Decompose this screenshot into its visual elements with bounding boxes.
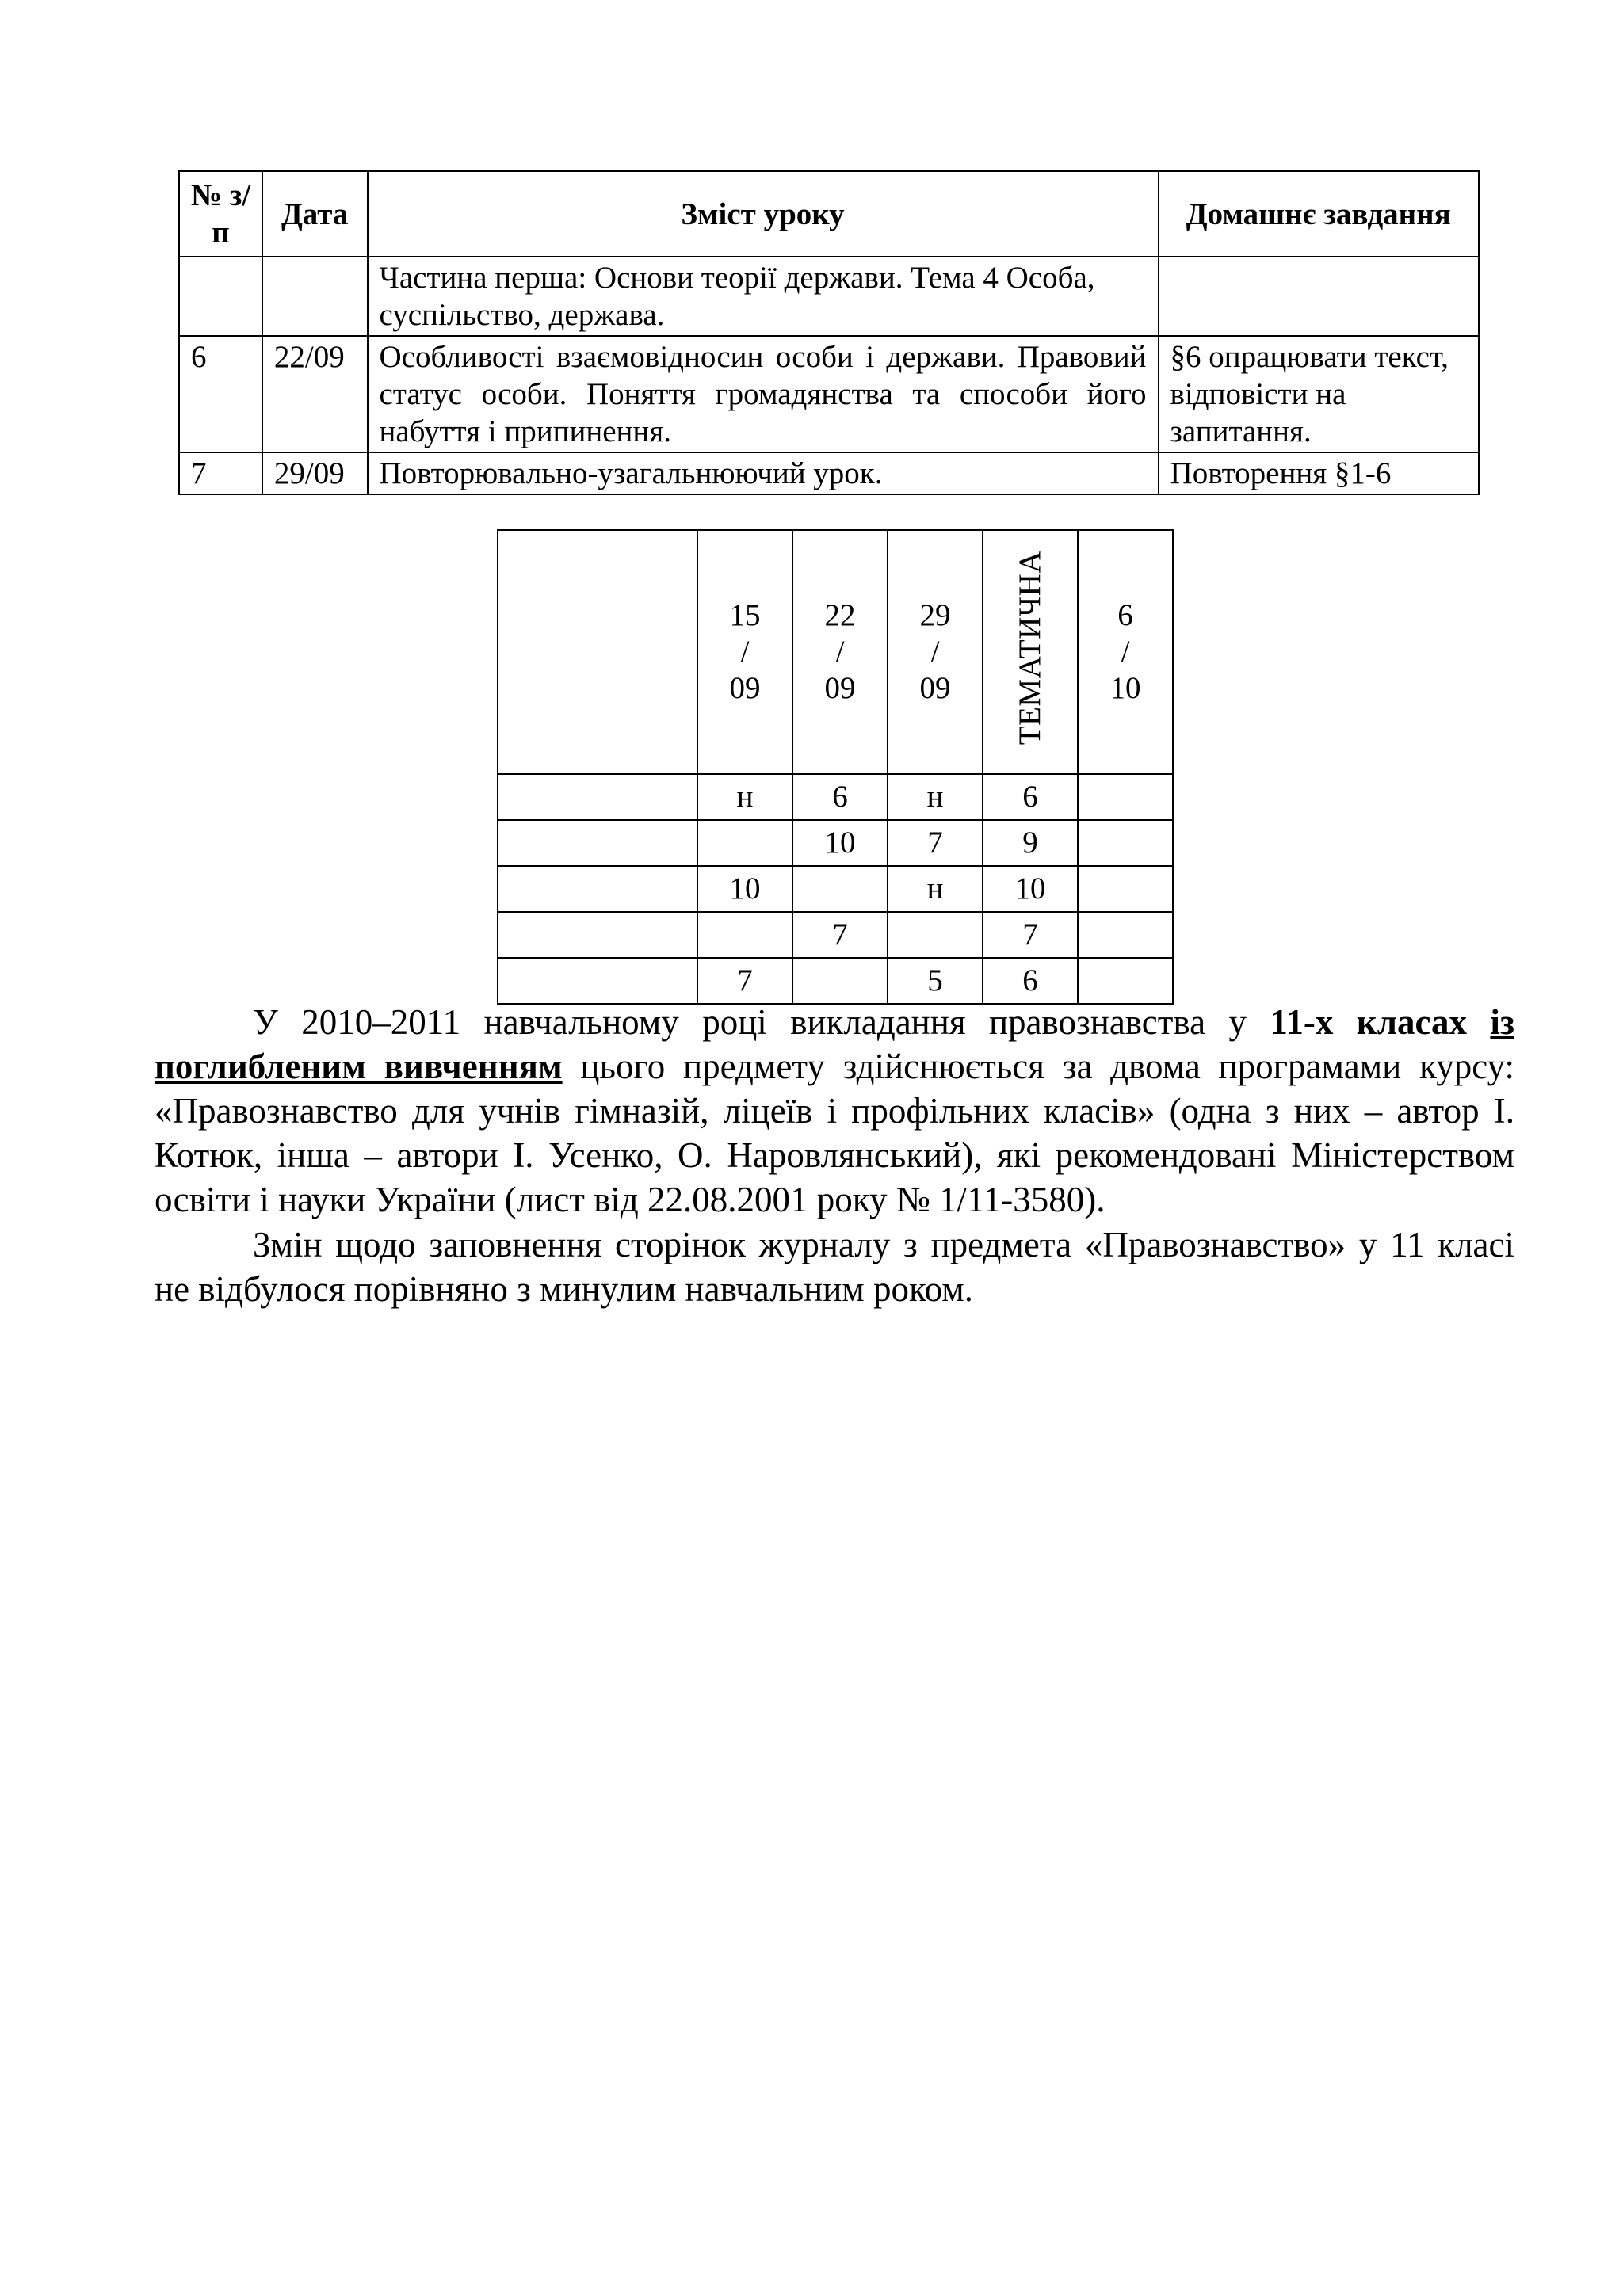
lesson-date — [262, 257, 368, 336]
grade-cell — [498, 866, 697, 912]
paragraph-program-info — [155, 1000, 1514, 1222]
lesson-number: 7 — [179, 452, 262, 494]
grade-cell — [1078, 820, 1173, 866]
grades-header-date: 22 / 09 — [792, 530, 888, 774]
table-row — [498, 912, 1173, 958]
grade-cell: 7 — [792, 912, 888, 958]
lesson-homework: Повторення §1-6 — [1159, 452, 1479, 494]
header-homework: Домашнє завдання — [1159, 171, 1479, 257]
grade-cell — [697, 912, 792, 958]
lesson-homework: §6 опрацювати текст, відповісти на запитання. — [1159, 336, 1479, 452]
lesson-content: Повторювально-узагальнюючий урок. — [368, 452, 1159, 494]
lesson-content: Частина перша: Основи теорії держави. Тема 4 Особа, суспільство, держава. — [368, 257, 1159, 336]
paragraph-text: цього предмету здійснюється за двома програмами курсу: «Правознавство для учнів гімназій, ліцеїв і профільних класів» (одна з них – автор І. Котюк, інша – автори І. Усенко, О. Наровлянський), які рекомендовані Міністерством освіти і науки України (лист від 22.08.2001 року № 1/11-3580). — [155, 1047, 1514, 1219]
header-lesson-content: Зміст уроку — [368, 171, 1159, 257]
table-row — [498, 866, 1173, 912]
grade-cell: 6 — [792, 774, 888, 820]
grade-cell — [498, 820, 697, 866]
grade-cell: 5 — [888, 958, 983, 1004]
table-row — [498, 774, 1173, 820]
table-row — [179, 257, 1479, 336]
grades-header-thematic: ТЕМАТИЧНА — [983, 530, 1078, 774]
grades-header-date: 6 / 10 — [1078, 530, 1173, 774]
lesson-date: 29/09 — [262, 452, 368, 494]
table-row — [498, 820, 1173, 866]
paragraph-journal-note — [155, 1222, 1514, 1311]
paragraph-text — [1467, 1002, 1490, 1042]
grade-cell: н — [697, 774, 792, 820]
grade-cell — [697, 820, 792, 866]
grade-cell: 7 — [888, 820, 983, 866]
grades-header-row — [498, 530, 1173, 774]
lesson-number: 6 — [179, 336, 262, 452]
grade-cell — [1078, 866, 1173, 912]
grade-cell — [1078, 912, 1173, 958]
lesson-homework — [1159, 257, 1479, 336]
table-row — [179, 452, 1479, 494]
grade-cell — [792, 866, 888, 912]
table-row — [498, 958, 1173, 1004]
grade-cell: 10 — [983, 866, 1078, 912]
grades-header-date: 29 / 09 — [888, 530, 983, 774]
emphasis-grade-11: 11-х класах — [1270, 1002, 1467, 1042]
header-number: № з/п — [179, 171, 262, 257]
grade-cell: н — [888, 866, 983, 912]
grade-cell — [498, 912, 697, 958]
grades-header-date: 15 / 09 — [697, 530, 792, 774]
grade-cell — [498, 958, 697, 1004]
grade-cell: 10 — [697, 866, 792, 912]
grade-cell: н — [888, 774, 983, 820]
grade-cell — [792, 958, 888, 1004]
lesson-date: 22/09 — [262, 336, 368, 452]
emphasis-advanced-study: із поглибленим вивченням — [155, 1002, 1515, 1086]
grade-cell: 10 — [792, 820, 888, 866]
grades-header-student — [498, 530, 697, 774]
grade-cell: 7 — [697, 958, 792, 1004]
paragraph-text: У 2010–2011 навчальному році викладання правознавства у — [253, 1002, 1270, 1042]
header-date: Дата — [262, 171, 368, 257]
table-row — [179, 336, 1479, 452]
grade-cell: 6 — [983, 774, 1078, 820]
lesson-table-header-row — [179, 171, 1479, 257]
lesson-number — [179, 257, 262, 336]
grade-cell — [1078, 774, 1173, 820]
grade-cell: 9 — [983, 820, 1078, 866]
paragraph-text: Змін щодо заповнення сторінок журналу з предмета «Правознавство» у 11 класі не відбулося порівняно з минулим навчальним роком. — [155, 1225, 1514, 1309]
lesson-content: Особливості взаємовідносин особи і держави. Правовий статус особи. Поняття громадянства та способи його набуття і припинення. — [368, 336, 1159, 452]
grade-cell: 6 — [983, 958, 1078, 1004]
grade-cell — [498, 774, 697, 820]
grades-journal-table — [497, 529, 1174, 1005]
grade-cell: 7 — [983, 912, 1078, 958]
grade-cell — [1078, 958, 1173, 1004]
lesson-plan-table — [178, 170, 1480, 495]
grade-cell — [888, 912, 983, 958]
